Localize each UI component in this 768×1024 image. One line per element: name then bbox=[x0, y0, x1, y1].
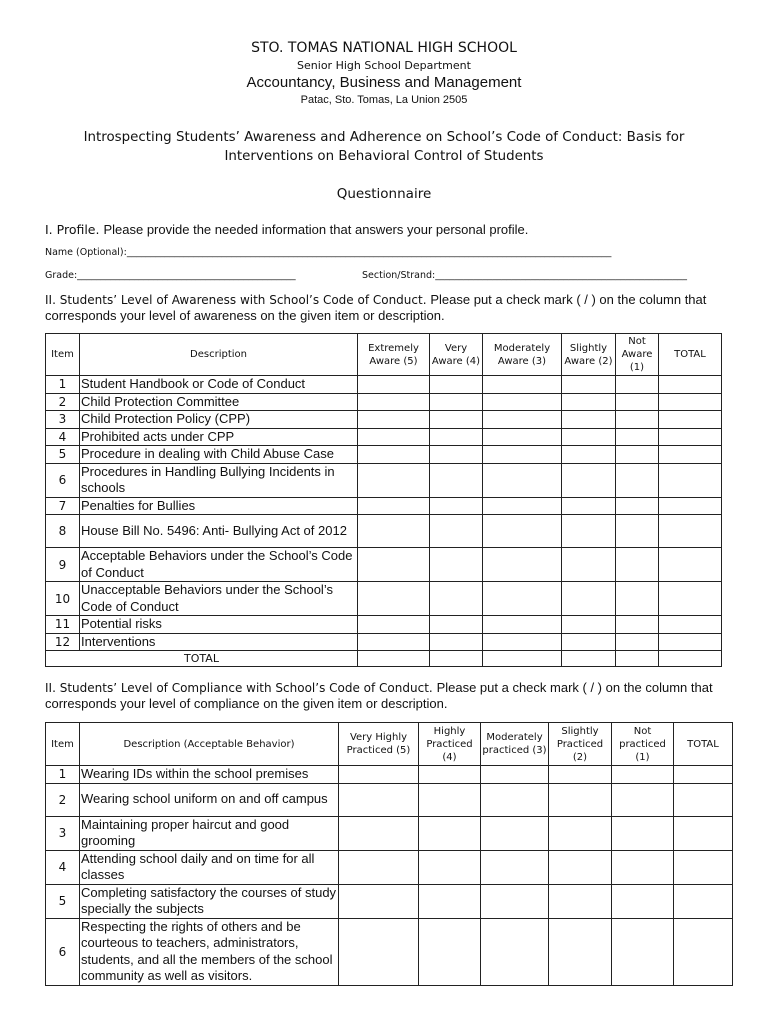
rating-cell-5[interactable] bbox=[339, 850, 419, 884]
table-row bbox=[46, 633, 722, 651]
rating-cell-1[interactable] bbox=[616, 616, 659, 634]
table-row bbox=[46, 918, 733, 985]
rating-cell-2[interactable] bbox=[549, 783, 612, 816]
table-row bbox=[46, 850, 733, 884]
rating-cell-4[interactable] bbox=[430, 393, 483, 411]
rating-cell-3[interactable] bbox=[483, 428, 562, 446]
rating-cell-4[interactable] bbox=[430, 582, 483, 616]
compliance-section-heading bbox=[45, 680, 750, 712]
rating-cell-4[interactable] bbox=[430, 463, 483, 497]
rating-cell-4[interactable] bbox=[419, 884, 481, 918]
school-name: STO. TOMAS NATIONAL HIGH SCHOOL bbox=[251, 40, 517, 56]
total-cell[interactable] bbox=[659, 616, 722, 634]
rating-cell-2[interactable] bbox=[562, 411, 616, 429]
item-number: 5 bbox=[46, 446, 80, 464]
item-number: 11 bbox=[46, 616, 80, 634]
compliance-col-4: Highly Practiced (4) bbox=[419, 723, 481, 766]
rating-cell-1[interactable] bbox=[616, 497, 659, 515]
awareness-col-1: Not Aware (1) bbox=[616, 334, 659, 376]
total-cell[interactable] bbox=[659, 463, 722, 497]
school-address: Patac, Sto. Tomas, La Union 2505 bbox=[300, 94, 468, 106]
rating-cell-2[interactable] bbox=[549, 918, 612, 985]
rating-cell-4[interactable] bbox=[419, 918, 481, 985]
rating-cell-1[interactable] bbox=[616, 411, 659, 429]
item-number: 10 bbox=[46, 582, 80, 616]
total-cell[interactable] bbox=[659, 411, 722, 429]
rating-cell-1[interactable] bbox=[616, 428, 659, 446]
total-cell[interactable] bbox=[659, 393, 722, 411]
department-name: Senior High School Department bbox=[297, 59, 471, 72]
table-row bbox=[46, 783, 733, 816]
item-description: Child Protection Policy (CPP) bbox=[80, 411, 358, 429]
rating-cell-5[interactable] bbox=[358, 515, 430, 548]
rating-cell-4[interactable] bbox=[430, 548, 483, 582]
section-label: Section/Strand: bbox=[362, 270, 436, 281]
total-row-label: TOTAL bbox=[46, 651, 358, 667]
total-cell-3[interactable] bbox=[483, 651, 562, 667]
item-number: 8 bbox=[46, 515, 80, 548]
awareness-heading: II. Students’ Level of Awareness with School’s Code of Conduct. bbox=[45, 293, 427, 307]
rating-cell-2[interactable] bbox=[562, 376, 616, 394]
item-description: Prohibited acts under CPP bbox=[80, 428, 358, 446]
awareness-col-item: Item bbox=[46, 334, 80, 376]
grade-label: Grade: bbox=[45, 270, 78, 281]
awareness-col-4: Very Aware (4) bbox=[430, 334, 483, 376]
rating-cell-3[interactable] bbox=[483, 376, 562, 394]
rating-cell-4[interactable] bbox=[430, 376, 483, 394]
total-cell[interactable] bbox=[659, 446, 722, 464]
item-description: Student Handbook or Code of Conduct bbox=[80, 376, 358, 394]
rating-cell-5[interactable] bbox=[339, 884, 419, 918]
rating-cell-2[interactable] bbox=[562, 515, 616, 548]
compliance-col-5: Very Highly Practiced (5) bbox=[339, 723, 419, 766]
awareness-col-total: TOTAL bbox=[659, 334, 722, 376]
total-cell[interactable] bbox=[674, 918, 733, 985]
item-number: 2 bbox=[46, 393, 80, 411]
item-description: House Bill No. 5496: Anti- Bullying Act of 2012 bbox=[80, 515, 358, 548]
total-cell[interactable] bbox=[674, 816, 733, 850]
total-cell[interactable] bbox=[659, 428, 722, 446]
item-description: Wearing IDs within the school premises bbox=[80, 766, 339, 784]
total-cell[interactable] bbox=[674, 884, 733, 918]
rating-cell-3[interactable] bbox=[481, 816, 549, 850]
rating-cell-1[interactable] bbox=[616, 463, 659, 497]
rating-cell-3[interactable] bbox=[483, 446, 562, 464]
item-number: 5 bbox=[46, 884, 80, 918]
compliance-heading: II. Students’ Level of Compliance with School’s Code of Conduct. bbox=[45, 681, 433, 695]
section-strand-field[interactable]: Section/Strand:_____________________________________________________ bbox=[362, 270, 687, 281]
rating-cell-3[interactable] bbox=[483, 463, 562, 497]
item-number: 7 bbox=[46, 497, 80, 515]
table-row bbox=[46, 515, 722, 548]
rating-cell-5[interactable] bbox=[358, 497, 430, 515]
rating-cell-3[interactable] bbox=[483, 616, 562, 634]
rating-cell-5[interactable] bbox=[358, 463, 430, 497]
awareness-col-3: Moderately Aware (3) bbox=[483, 334, 562, 376]
rating-cell-4[interactable] bbox=[419, 783, 481, 816]
item-description: Procedures in Handling Bullying Incidents in schools bbox=[80, 463, 358, 497]
rating-cell-3[interactable] bbox=[481, 850, 549, 884]
rating-cell-3[interactable] bbox=[483, 633, 562, 651]
item-number: 2 bbox=[46, 783, 80, 816]
item-description: Acceptable Behaviors under the School’s Code of Conduct bbox=[80, 548, 358, 582]
rating-cell-3[interactable] bbox=[483, 393, 562, 411]
item-number: 12 bbox=[46, 633, 80, 651]
total-cell-2[interactable] bbox=[562, 651, 616, 667]
compliance-col-description: Description (Acceptable Behavior) bbox=[80, 723, 339, 766]
rating-cell-2[interactable] bbox=[562, 548, 616, 582]
rating-cell-5[interactable] bbox=[339, 918, 419, 985]
item-number: 1 bbox=[46, 766, 80, 784]
item-number: 4 bbox=[46, 428, 80, 446]
rating-cell-2[interactable] bbox=[549, 816, 612, 850]
rating-cell-5[interactable] bbox=[358, 616, 430, 634]
table-row bbox=[46, 463, 722, 497]
rating-cell-5[interactable] bbox=[358, 548, 430, 582]
item-number: 9 bbox=[46, 548, 80, 582]
rating-cell-4[interactable] bbox=[430, 428, 483, 446]
rating-cell-1[interactable] bbox=[612, 816, 674, 850]
table-row bbox=[46, 816, 733, 850]
table-row bbox=[46, 582, 722, 616]
table-row bbox=[46, 497, 722, 515]
rating-cell-3[interactable] bbox=[483, 582, 562, 616]
total-cell[interactable] bbox=[659, 633, 722, 651]
awareness-table bbox=[45, 333, 722, 667]
rating-cell-2[interactable] bbox=[549, 766, 612, 784]
rating-cell-3[interactable] bbox=[483, 548, 562, 582]
compliance-col-item: Item bbox=[46, 723, 80, 766]
table-row bbox=[46, 548, 722, 582]
rating-cell-4[interactable] bbox=[430, 411, 483, 429]
item-number: 3 bbox=[46, 411, 80, 429]
grade-field[interactable]: Grade:______________________________________________ bbox=[45, 270, 296, 281]
compliance-instruction: Please put a check mark ( / ) on the column that corresponds your level of compliance on the given item or description. bbox=[45, 680, 713, 711]
rating-cell-4[interactable] bbox=[419, 816, 481, 850]
awareness-instruction: Please put a check mark ( / ) on the column that corresponds your level of awareness on the given item or description. bbox=[45, 292, 707, 323]
item-description: Penalties for Bullies bbox=[80, 497, 358, 515]
rating-cell-3[interactable] bbox=[481, 884, 549, 918]
profile-section-heading bbox=[45, 222, 745, 237]
total-cell-5[interactable] bbox=[358, 651, 430, 667]
grand-total-cell[interactable] bbox=[659, 651, 722, 667]
awareness-header-row bbox=[46, 334, 722, 376]
rating-cell-3[interactable] bbox=[481, 783, 549, 816]
rating-cell-5[interactable] bbox=[358, 393, 430, 411]
rating-cell-5[interactable] bbox=[339, 783, 419, 816]
total-cell[interactable] bbox=[659, 376, 722, 394]
compliance-col-3: Moderately practiced (3) bbox=[481, 723, 549, 766]
rating-cell-1[interactable] bbox=[616, 393, 659, 411]
profile-instruction: Please provide the needed information that answers your personal profile. bbox=[103, 222, 529, 237]
awareness-col-5: Extremely Aware (5) bbox=[358, 334, 430, 376]
table-row bbox=[46, 428, 722, 446]
item-description: Interventions bbox=[80, 633, 358, 651]
rating-cell-2[interactable] bbox=[562, 582, 616, 616]
table-row bbox=[46, 376, 722, 394]
item-description: Attending school daily and on time for all classes bbox=[80, 850, 339, 884]
rating-cell-3[interactable] bbox=[483, 515, 562, 548]
rating-cell-4[interactable] bbox=[430, 497, 483, 515]
rating-cell-1[interactable] bbox=[616, 548, 659, 582]
rating-cell-5[interactable] bbox=[358, 376, 430, 394]
compliance-col-2: Slightly Practiced (2) bbox=[549, 723, 612, 766]
rating-cell-1[interactable] bbox=[612, 884, 674, 918]
rating-cell-2[interactable] bbox=[562, 633, 616, 651]
name-label: Name (Optional): bbox=[45, 247, 127, 258]
item-number: 6 bbox=[46, 918, 80, 985]
rating-cell-2[interactable] bbox=[549, 850, 612, 884]
total-cell-1[interactable] bbox=[616, 651, 659, 667]
item-number: 6 bbox=[46, 463, 80, 497]
total-cell[interactable] bbox=[659, 497, 722, 515]
total-cell[interactable] bbox=[659, 515, 722, 548]
table-row bbox=[46, 884, 733, 918]
rating-cell-3[interactable] bbox=[483, 411, 562, 429]
rating-cell-1[interactable] bbox=[612, 850, 674, 884]
rating-cell-3[interactable] bbox=[481, 918, 549, 985]
compliance-header-row bbox=[46, 723, 733, 766]
item-number: 3 bbox=[46, 816, 80, 850]
name-field[interactable]: Name (Optional):______________________________________________________________________________________________________ bbox=[45, 247, 612, 258]
total-cell-4[interactable] bbox=[430, 651, 483, 667]
rating-cell-2[interactable] bbox=[562, 616, 616, 634]
total-cell[interactable] bbox=[659, 582, 722, 616]
rating-cell-4[interactable] bbox=[430, 515, 483, 548]
rating-cell-5[interactable] bbox=[358, 428, 430, 446]
rating-cell-4[interactable] bbox=[430, 616, 483, 634]
rating-cell-2[interactable] bbox=[562, 497, 616, 515]
total-cell[interactable] bbox=[674, 783, 733, 816]
rating-cell-2[interactable] bbox=[562, 446, 616, 464]
rating-cell-4[interactable] bbox=[419, 766, 481, 784]
item-description: Respecting the rights of others and be courteous to teachers, administrators, students, and all the members of the school community as well as visitors. bbox=[80, 918, 339, 985]
item-number: 1 bbox=[46, 376, 80, 394]
rating-cell-5[interactable] bbox=[358, 582, 430, 616]
rating-cell-5[interactable] bbox=[339, 816, 419, 850]
table-row bbox=[46, 446, 722, 464]
rating-cell-4[interactable] bbox=[430, 633, 483, 651]
compliance-table bbox=[45, 722, 733, 986]
item-description: Wearing school uniform on and off campus bbox=[80, 783, 339, 816]
total-cell[interactable] bbox=[674, 850, 733, 884]
total-cell[interactable] bbox=[674, 766, 733, 784]
questionnaire-title: Questionnaire bbox=[336, 186, 432, 202]
compliance-col-1: Not practiced (1) bbox=[612, 723, 674, 766]
table-row bbox=[46, 411, 722, 429]
item-description: Procedure in dealing with Child Abuse Case bbox=[80, 446, 358, 464]
item-description: Child Protection Committee bbox=[80, 393, 358, 411]
rating-cell-1[interactable] bbox=[616, 633, 659, 651]
table-row bbox=[46, 616, 722, 634]
rating-cell-2[interactable] bbox=[549, 884, 612, 918]
strand-name: Accountancy, Business and Management bbox=[246, 74, 522, 91]
rating-cell-3[interactable] bbox=[483, 497, 562, 515]
item-description: Potential risks bbox=[80, 616, 358, 634]
awareness-section-heading bbox=[45, 292, 750, 324]
awareness-col-description: Description bbox=[80, 334, 358, 376]
rating-cell-2[interactable] bbox=[562, 393, 616, 411]
awareness-col-2: Slightly Aware (2) bbox=[562, 334, 616, 376]
rating-cell-5[interactable] bbox=[358, 446, 430, 464]
total-row bbox=[46, 651, 722, 667]
rating-cell-1[interactable] bbox=[612, 918, 674, 985]
rating-cell-4[interactable] bbox=[430, 446, 483, 464]
rating-cell-3[interactable] bbox=[481, 766, 549, 784]
compliance-col-total: TOTAL bbox=[674, 723, 733, 766]
rating-cell-2[interactable] bbox=[562, 428, 616, 446]
rating-cell-2[interactable] bbox=[562, 463, 616, 497]
rating-cell-1[interactable] bbox=[612, 766, 674, 784]
rating-cell-5[interactable] bbox=[358, 633, 430, 651]
total-cell[interactable] bbox=[659, 548, 722, 582]
rating-cell-1[interactable] bbox=[612, 783, 674, 816]
table-row bbox=[46, 766, 733, 784]
item-number: 4 bbox=[46, 850, 80, 884]
research-title: Introspecting Students’ Awareness and Adherence on School’s Code of Conduct: Basis for Interventions on Behavioral Control of Students bbox=[83, 130, 685, 164]
rating-cell-5[interactable] bbox=[358, 411, 430, 429]
item-description: Unacceptable Behaviors under the School’s Code of Conduct bbox=[80, 582, 358, 616]
rating-cell-1[interactable] bbox=[616, 376, 659, 394]
rating-cell-5[interactable] bbox=[339, 766, 419, 784]
profile-heading: I. Profile. bbox=[45, 222, 100, 237]
item-description: Completing satisfactory the courses of study specially the subjects bbox=[80, 884, 339, 918]
rating-cell-1[interactable] bbox=[616, 582, 659, 616]
rating-cell-1[interactable] bbox=[616, 446, 659, 464]
rating-cell-4[interactable] bbox=[419, 850, 481, 884]
table-row bbox=[46, 393, 722, 411]
item-description: Maintaining proper haircut and good grooming bbox=[80, 816, 339, 850]
rating-cell-1[interactable] bbox=[616, 515, 659, 548]
